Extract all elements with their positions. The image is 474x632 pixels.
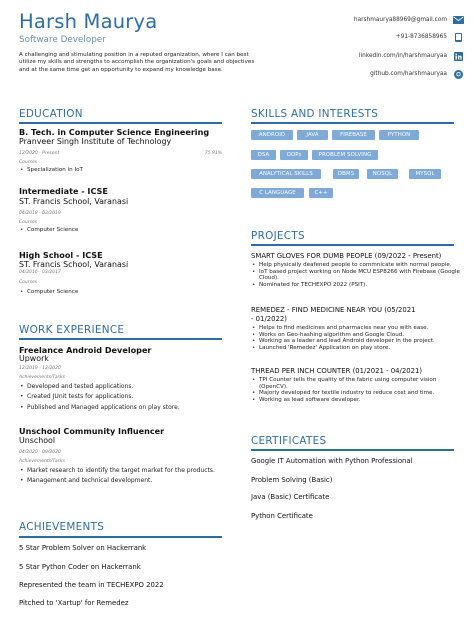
skill-tag: ANDROID	[251, 130, 293, 140]
work-dates: 04/2020 - 09/2020	[19, 450, 61, 455]
skill-tag: DSA	[251, 150, 276, 160]
project-point: • IoT based project working on Node MCU ESP8266 with Firebase (Google Cloud).	[251, 269, 461, 282]
work-company: Upwork	[19, 354, 49, 363]
section-divider	[19, 122, 222, 124]
skill-tag: C++	[309, 188, 333, 198]
courses-label: Courses	[19, 280, 38, 285]
education-dates: 12/2020 - Present	[19, 151, 60, 156]
summary: A challenging and stimulating position in a reputed organization, where I can best utilize my skills and strengths to accomplish the organization's goals and objectives and at the same time get an opportunity to expand my knowledge base.	[19, 52, 255, 73]
task-item: • Developed and tested applications.	[19, 383, 224, 390]
project-points	[251, 262, 461, 289]
project-point: • Majorly developed for textile industry to reduce cost and time.	[251, 390, 456, 397]
course-item: • Specialization in IoT	[19, 167, 219, 174]
project-point: • Helps to find medicines and pharmacies near you with ease.	[251, 325, 466, 332]
project-title: REMEDEZ - FIND MEDICINE NEAR YOU (05/2021 - 01/2022)	[251, 306, 416, 323]
certificate-item: Google IT Automation with Python Professional	[251, 457, 413, 465]
task-item: • Market research to identify the target market for the products.	[19, 467, 224, 474]
courses-label: Courses	[19, 160, 38, 165]
github-icon	[453, 70, 464, 78]
project-point: • Working as a leader and lead Android developer in the project.	[251, 338, 466, 345]
course-list	[19, 289, 219, 296]
linkedin-text[interactable]: linkedin.com/in/harshmauryaa	[358, 53, 447, 59]
project-point: • Works on Geo-hashing algorithm and Google Cloud.	[251, 332, 466, 339]
contact-email[interactable]	[264, 16, 464, 26]
contact-github[interactable]	[264, 70, 464, 80]
project-point: • Working as lead software developer.	[251, 397, 456, 404]
task-list	[19, 383, 224, 414]
skill-tag: MYSQL	[409, 169, 441, 179]
certificate-item: Problem Solving (Basic)	[251, 476, 333, 484]
email-icon	[453, 16, 464, 24]
achievement-item: 5 Star Problem Solver on Hackerrank	[19, 544, 147, 552]
phone-icon	[453, 33, 464, 41]
work-company: Unschool	[19, 436, 56, 445]
certificate-item: Java (Basic) Certificate	[251, 493, 330, 501]
course-item: • Computer Science	[19, 289, 219, 296]
tasks-label: Achievements/Tasks	[19, 375, 65, 380]
candidate-role: Software Developer	[19, 35, 106, 45]
contact-linkedin[interactable]	[264, 52, 464, 62]
education-dates: 04/2018 - 03/2019	[19, 211, 61, 216]
education-score: 75.91%	[204, 151, 222, 156]
achievement-item: 5 Star Python Coder on Hackerrank	[19, 563, 141, 571]
candidate-name: Harsh Maurya	[19, 10, 158, 33]
task-item: • Management and technical development.	[19, 477, 224, 484]
education-school: ST. Francis School, Varanasi	[19, 197, 129, 206]
section-divider	[251, 122, 454, 124]
courses-label: Courses	[19, 220, 38, 225]
section-title-certificates: CERTIFICATES	[251, 435, 327, 447]
section-title-achievements: ACHIEVEMENTS	[19, 521, 105, 533]
section-title-projects: PROJECTS	[251, 230, 305, 242]
skill-tag: OOPs	[280, 150, 308, 160]
course-list	[19, 167, 219, 174]
education-degree: High School - ICSE	[19, 250, 103, 260]
skill-tag: PYTHON	[379, 130, 419, 140]
project-point: • Help physically deafened people to commnicate with normal people.	[251, 262, 461, 269]
phone-text[interactable]: +91-8736858965	[395, 34, 447, 40]
project-points	[251, 325, 466, 352]
work-role: Unschool Community Influencer	[19, 426, 165, 436]
skill-tag: FIREBASE	[332, 130, 375, 140]
course-item: • Computer Science	[19, 227, 219, 234]
project-point: • Nominated for TECHEXPO 2022 (PSIT).	[251, 282, 461, 289]
project-points	[251, 377, 456, 404]
section-divider	[19, 536, 222, 538]
email-text[interactable]: harshmaurya88969@gmail.com	[353, 17, 447, 23]
task-item: • Created JUnit tests for applications.	[19, 393, 224, 400]
certificate-item: Python Certificate	[251, 512, 313, 520]
project-point: • TPI Counter tells the quality of the fabric using computer vision (OpenCV).	[251, 377, 456, 390]
education-degree: B. Tech. in Computer Science Engineering	[19, 127, 210, 137]
education-school: ST. Francis School, Varanasi	[19, 260, 129, 269]
task-item: • Published and Managed applications on play store.	[19, 404, 224, 411]
section-title-education: EDUCATION	[19, 108, 83, 120]
project-title: THREAD PER INCH COUNTER (01/2021 - 04/2021)	[251, 367, 423, 375]
skill-tag: JAVA	[297, 130, 328, 140]
section-title-skills: SKILLS AND INTERESTS	[251, 108, 379, 120]
skill-tag: DBMS	[333, 169, 359, 179]
course-list	[19, 227, 219, 234]
task-list	[19, 467, 224, 488]
section-title-work: WORK EXPERIENCE	[19, 324, 125, 336]
skill-tag: C LANGUAGE	[251, 188, 304, 198]
section-divider	[251, 449, 454, 451]
education-school: Pranveer Singh Institute of Technology	[19, 137, 172, 146]
section-divider	[19, 338, 222, 340]
linkedin-icon	[453, 52, 464, 60]
work-role: Freelance Android Developer	[19, 345, 152, 355]
education-dates: 04/2016 - 03/2017	[19, 270, 61, 275]
project-title: SMART GLOVES FOR DUMB PEOPLE (09/2022 - Present)	[251, 252, 442, 260]
achievement-item: Represented the team in TECHEXPO 2022	[19, 581, 164, 589]
skill-tag: NOSQL	[367, 169, 398, 179]
work-dates: 12/2019 - 12/2020	[19, 366, 61, 371]
section-divider	[251, 244, 454, 246]
contact-phone[interactable]	[264, 33, 464, 43]
tasks-label: Achievements/Tasks	[19, 459, 65, 464]
achievement-item: Pitched to 'Xartup' for Remedez	[19, 599, 129, 607]
education-degree: Intermediate - ICSE	[19, 186, 108, 196]
project-point: • Launched 'Remedez' Application on play store.	[251, 345, 466, 352]
skill-tag: ANALYTICAL SKILLS	[251, 169, 321, 179]
github-text[interactable]: github.com/harshmauryaa	[370, 71, 447, 77]
skill-tag: PROBLEM SOLVING	[312, 150, 378, 160]
